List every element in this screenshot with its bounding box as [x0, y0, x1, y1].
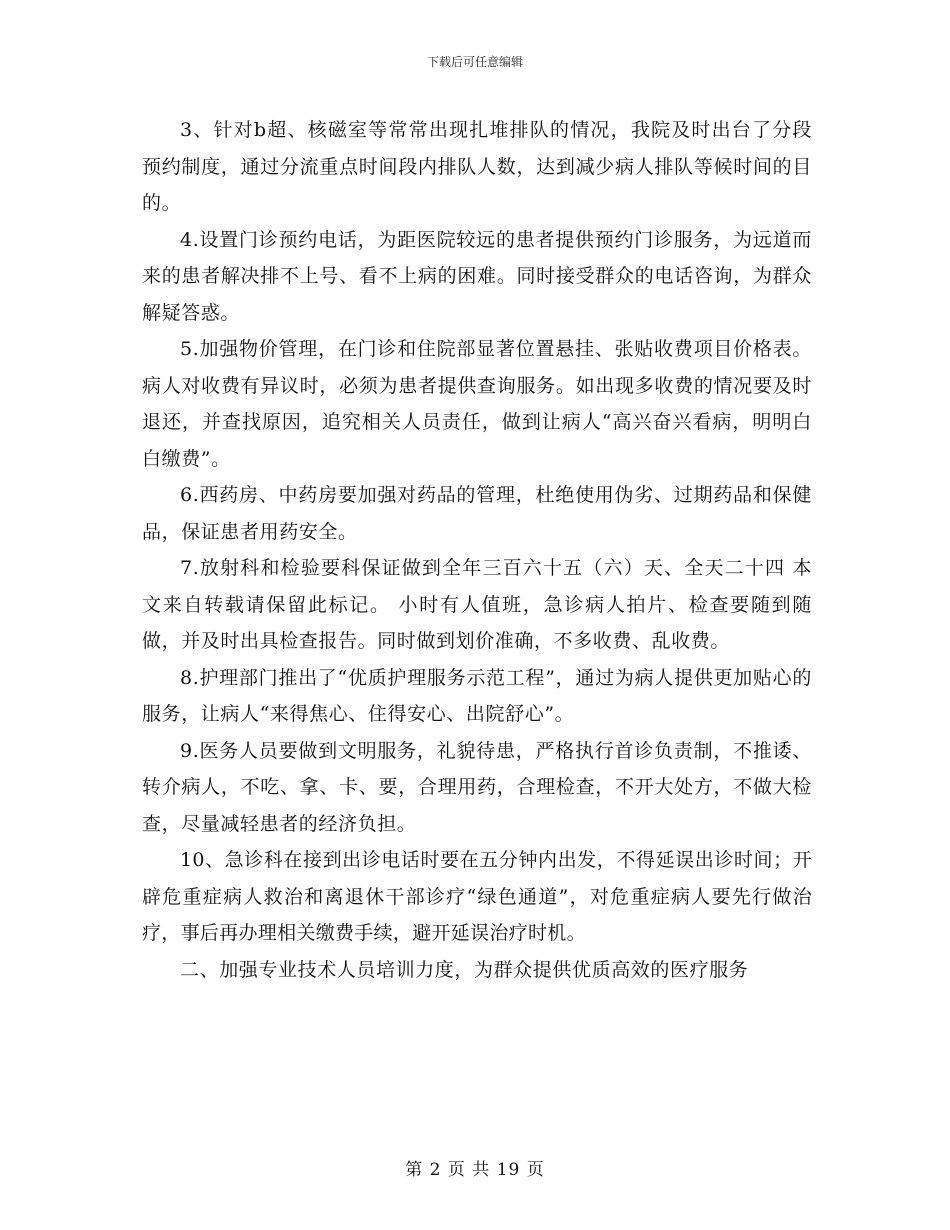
page-number: 第 2 页 共 19 页	[405, 1160, 545, 1180]
paragraph-item-10: 10、急诊科在接到出诊电话时要在五分钟内出发，不得延误出诊时间；开辟危重症病人救治和离退休干部诊疗“绿色通道”，对危重症病人要先行做治疗，事后再办理相关缴费手续，避开延误治疗时机。	[142, 849, 812, 944]
paragraph-item-4: 4.设置门诊预约电话，为距医院较远的患者提供预约门诊服务，为远道而来的患者解决排不上号、看不上病的困难。同时接受群众的电话咨询，为群众解疑答惑。	[142, 228, 812, 324]
section-heading-2: 二、加强专业技术人员培训力度，为群众提供优质高效的医疗服务	[180, 958, 749, 981]
paragraph-item-3: 3、针对b超、核磁室等常常出现扎堆排队的情况，我院及时出台了分段预约制度，通过分流重点时间段内排队人数，达到减少病人排队等候时间的目的。	[142, 119, 812, 214]
paragraph-item-9: 9.医务人员要做到文明服务，礼貌待患，严格执行首诊负责制，不推诿、转介病人，不吃、拿、卡、要，合理用药，合理检查，不开大处方，不做大检查，尽量减轻患者的经济负担。	[142, 739, 812, 835]
paragraph-item-6: 6.西药房、中药房要加强对药品的管理，杜绝使用伪劣、过期药品和保健品，保证患者用药安全。	[142, 484, 812, 543]
paragraph-item-7: 7.放射科和检验要科保证做到全年三百六十五（六）天、全天二十四 本文来自转载请保留此标记。 小时有人值班，急诊病人拍片、检查要随到随做，并及时出具检查报告。同时做到划价准确，不多收费、乱收费。	[142, 557, 812, 652]
document-body	[142, 112, 812, 988]
paragraph-item-8: 8.护理部门推出了“优质护理服务示范工程”，通过为病人提供更加贴心的服务，让病人“来得焦心、住得安心、出院舒心”。	[142, 666, 812, 725]
paragraph-item-5: 5.加强物价管理，在门诊和住院部显著位置悬挂、张贴收费项目价格表。病人对收费有异议时，必须为患者提供查询服务。如出现多收费的情况要及时退还，并查找原因，追究相关人员责任，做到让病人“高兴奋兴看病，明明白白缴费”。	[142, 338, 812, 470]
page-header: 下载后可任意编辑	[426, 55, 523, 69]
